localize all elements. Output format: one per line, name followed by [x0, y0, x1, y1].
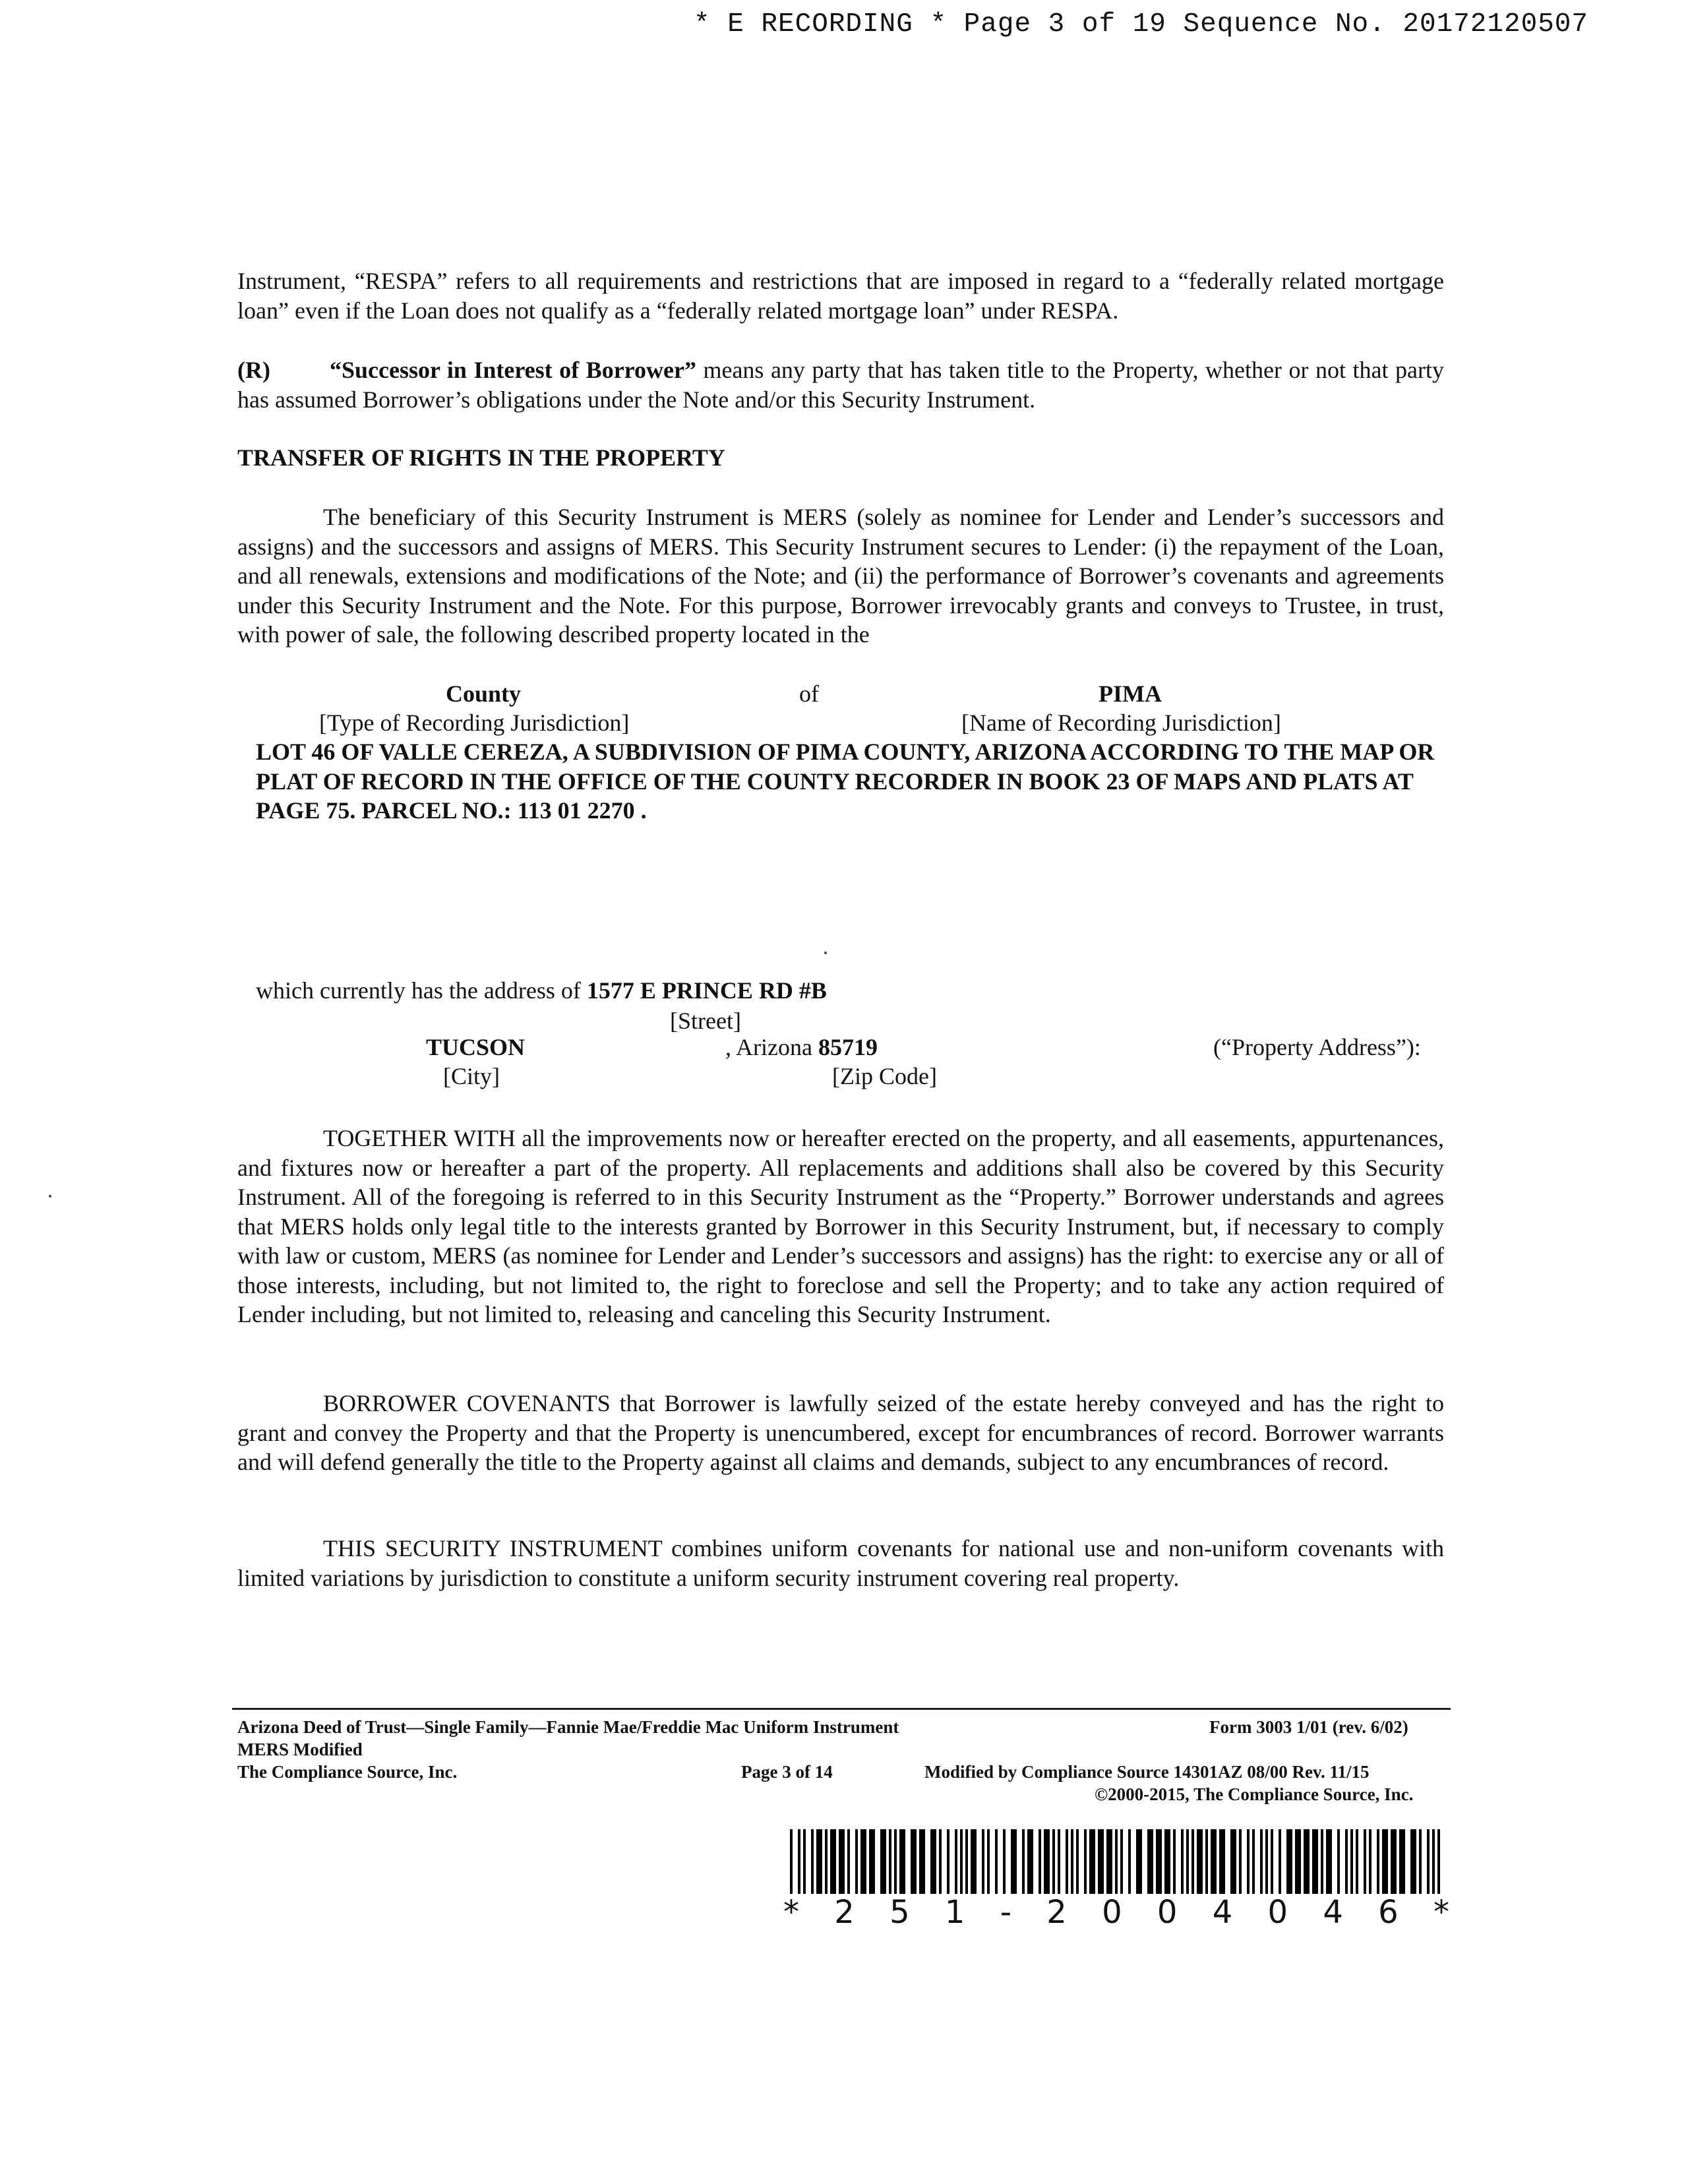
barcode-bar	[987, 1829, 990, 1894]
footer-form-title: Arizona Deed of Trust—Single Family—Fannie Mae/Freddie Mac Uniform Instrument	[237, 1717, 899, 1737]
respa-paragraph: Instrument, “RESPA” refers to all requirements and restrictions that are imposed in regard to a “federally related mortgage loan” even if the Loan does not qualify as a “federally related mortgage loan” under RESPA.	[237, 268, 1444, 324]
barcode-bar	[1147, 1829, 1153, 1894]
barcode-bar	[869, 1829, 875, 1894]
barcode-char: -	[1000, 1894, 1012, 1931]
barcode-bar	[1391, 1829, 1397, 1894]
address-intro: which currently has the address of	[256, 977, 581, 1004]
barcode-bar	[1039, 1829, 1041, 1894]
barcode-char: 6	[1378, 1894, 1399, 1931]
barcode-bar	[1304, 1829, 1310, 1894]
barcode-char: 4	[1212, 1894, 1233, 1931]
barcode-bar	[1252, 1829, 1255, 1894]
barcode-bar	[939, 1829, 942, 1894]
barcode-char: *	[783, 1894, 799, 1931]
barcode-bar	[816, 1829, 822, 1894]
barcode-bar	[790, 1829, 793, 1894]
barcode-bar	[1437, 1829, 1440, 1894]
barcode-text	[783, 1894, 1449, 1931]
jurisdiction-name: PIMA	[1099, 681, 1162, 707]
barcode-bar	[798, 1829, 800, 1894]
barcode-bar	[1312, 1829, 1318, 1894]
barcode-bar	[965, 1829, 968, 1894]
barcode-bar	[947, 1829, 950, 1894]
barcode-bar	[1027, 1829, 1033, 1894]
barcode-bar	[1419, 1829, 1422, 1894]
barcode-bar	[1173, 1829, 1176, 1894]
barcode-bar	[860, 1829, 866, 1894]
successor-term: “Successor in Interest of Borrower”	[329, 357, 696, 383]
barcode-char: 0	[1267, 1894, 1288, 1931]
barcode-char: 4	[1323, 1894, 1343, 1931]
beneficiary-paragraph: The beneficiary of this Security Instrument is MERS (solely as nominee for Lender and Lender’s successors and assigns) and the successors and assigns of MERS. This Security Instrument secures to Lender: (i) the repayment of the Loan, and all renewals, extensions and modifications of the Note; and (ii) the performance of Borrower’s covenants and agreements under this Security Instrument and the Note. For this purpose, Borrower irrevocably grants and conveys to Trustee, in trust, with power of sale, the following described property located in the	[237, 504, 1444, 648]
jurisdiction-of: of	[799, 681, 819, 707]
barcode-bar	[1156, 1829, 1162, 1894]
jurisdiction-name-caption: [Name of Recording Jurisdiction]	[961, 710, 1281, 736]
jurisdiction-type-caption: [Type of Recording Jurisdiction]	[319, 710, 630, 736]
address-line	[256, 976, 827, 1005]
barcode-bar	[1066, 1829, 1068, 1894]
barcode-bar	[1399, 1829, 1405, 1894]
barcode-char: 5	[889, 1894, 910, 1931]
barcode-bar	[1382, 1829, 1388, 1894]
margin-speck	[49, 1195, 51, 1198]
barcode-bar	[889, 1829, 891, 1894]
barcode-bar	[1356, 1829, 1358, 1894]
barcode-bar	[811, 1829, 814, 1894]
barcode-char: *	[1433, 1894, 1449, 1931]
jurisdiction-type: County	[446, 681, 522, 707]
recording-stamp: * E RECORDING * Page 3 of 19 Sequence No. 20172120507	[694, 9, 1589, 40]
barcode-bar	[830, 1829, 836, 1894]
barcode-bar	[1321, 1829, 1323, 1894]
property-address-label: (“Property Address”):	[1213, 1034, 1421, 1060]
street-caption: [Street]	[670, 1008, 741, 1034]
barcode-bar	[894, 1829, 897, 1894]
barcode-bar	[1286, 1829, 1292, 1894]
barcode-bar	[1211, 1829, 1217, 1894]
barcode-bar	[960, 1829, 963, 1894]
barcode-bar	[1106, 1829, 1112, 1894]
barcode-bar	[1044, 1829, 1050, 1894]
footer-rule	[232, 1708, 1451, 1710]
barcode-bar	[825, 1829, 828, 1894]
barcode-bar	[1364, 1829, 1366, 1894]
barcode-bar	[1098, 1829, 1104, 1894]
barcode-bar	[1084, 1829, 1087, 1894]
instrument-paragraph: THIS SECURITY INSTRUMENT combines uniform covenants for national use and non-uniform covenants with limited variations by jurisdiction to constitute a uniform security instrument covering real property.	[237, 1535, 1444, 1591]
barcode-bar	[1058, 1829, 1060, 1894]
address-state-prefix: , Arizona	[725, 1034, 812, 1060]
successor-text: means any party that has taken title to the Property, whether or not that party has assumed Borrower’s obligations under the Note and/or this Security Instrument.	[237, 357, 1444, 413]
barcode-bar	[1345, 1829, 1348, 1894]
barcode-bar	[1350, 1829, 1353, 1894]
barcode-bar	[1164, 1829, 1170, 1894]
barcode-bar	[1265, 1829, 1268, 1894]
barcode-bar	[1071, 1829, 1073, 1894]
footer-mers: MERS Modified	[237, 1740, 363, 1759]
barcode-graphic	[790, 1829, 1443, 1894]
barcode-bar	[1089, 1829, 1095, 1894]
barcode-bar	[1432, 1829, 1435, 1894]
barcode-bar	[919, 1829, 925, 1894]
barcode-bar	[1128, 1829, 1131, 1894]
barcode-char: 0	[1102, 1894, 1122, 1931]
barcode-bar	[803, 1829, 806, 1894]
barcode-bar	[971, 1829, 977, 1894]
barcode-bar	[1205, 1829, 1208, 1894]
barcode-bar	[1326, 1829, 1332, 1894]
successor-paragraph	[237, 355, 1444, 414]
barcode-bar	[955, 1829, 957, 1894]
barcode-bar	[1427, 1829, 1430, 1894]
barcode-char: 2	[834, 1894, 855, 1931]
together-paragraph: TOGETHER WITH all the improvements now or hereafter erected on the property, and all easements, appurtenances, and fixtures now or hereafter a part of the property. All replacements and additions shall also be covered by this Security Instrument. All of the foregoing is referred to in this Security Instrument as the “Property.” Borrower understands and agrees that MERS holds only legal title to the interests granted by Borrower in this Security Instrument, but, if necessary to comply with law or custom, MERS (as nominee for Lender and Lender’s successors and assigns) has the right: to exercise any or all of those interests, including, but not limited to, the right to foreclose and sell the Property; and to take any action required of Lender including, but not limited to, releasing and canceling this Security Instrument.	[237, 1125, 1444, 1327]
footer-company: The Compliance Source, Inc.	[237, 1762, 458, 1782]
barcode-bar	[855, 1829, 858, 1894]
barcode-bar	[1377, 1829, 1379, 1894]
footer-modified: Modified by Compliance Source 14301AZ 08/00 Rev. 11/15	[924, 1762, 1370, 1782]
barcode-bar	[1369, 1829, 1372, 1894]
barcode-bar	[1230, 1829, 1236, 1894]
barcode-bar	[1260, 1829, 1263, 1894]
zip-caption: [Zip Code]	[832, 1063, 937, 1089]
city-caption: [City]	[443, 1063, 500, 1089]
covenants-paragraph: BORROWER COVENANTS that Borrower is lawfully seized of the estate hereby conveyed and has the right to grant and convey the Property and that the Property is unencumbered, except for encumbrances of record. Borrower warrants and will defend generally the title to the Property against all claims and demands, subject to any encumbrances of record.	[237, 1390, 1444, 1475]
barcode-bar	[847, 1829, 850, 1894]
barcode-bar	[1076, 1829, 1079, 1894]
barcode-bar	[1136, 1829, 1142, 1894]
address-zip: 85719	[818, 1034, 878, 1060]
barcode-bar	[1410, 1829, 1416, 1894]
barcode-char: 0	[1157, 1894, 1178, 1931]
barcode-bar	[1186, 1829, 1189, 1894]
footer-form-number: Form 3003 1/01 (rev. 6/02)	[1209, 1717, 1408, 1737]
scan-speck	[824, 952, 827, 954]
barcode-bar	[1197, 1829, 1203, 1894]
barcode-bar	[839, 1829, 845, 1894]
barcode-bar	[1052, 1829, 1055, 1894]
barcode-bar	[880, 1829, 886, 1894]
barcode-bar	[1003, 1829, 1006, 1894]
legal-description: LOT 46 OF VALLE CEREZA, A SUBDIVISION OF PIMA COUNTY, ARIZONA ACCORDING TO THE MAP OR PLAT OF RECORD IN THE OFFICE OF THE COUNTY RECORDER IN BOOK 23 OF MAPS AND PLATS AT PAGE 75. PARCEL NO.: 113 01 2270 .	[256, 739, 1435, 824]
barcode-bar	[930, 1829, 936, 1894]
barcode-bar	[1181, 1829, 1184, 1894]
barcode-bar	[995, 1829, 998, 1894]
barcode-bar	[1295, 1829, 1301, 1894]
footer-copyright: ©2000-2015, The Compliance Source, Inc.	[1095, 1784, 1414, 1804]
barcode-bar	[1337, 1829, 1340, 1894]
barcode-bar	[1191, 1829, 1194, 1894]
footer-page: Page 3 of 14	[741, 1762, 833, 1782]
successor-label: (R)	[237, 357, 270, 383]
barcode-char: 2	[1046, 1894, 1067, 1931]
barcode-bar	[1011, 1829, 1017, 1894]
barcode-char: 1	[944, 1894, 965, 1931]
barcode-bar	[1271, 1829, 1273, 1894]
address-city: TUCSON	[426, 1034, 526, 1060]
barcode-bar	[1247, 1829, 1250, 1894]
barcode-bar	[911, 1829, 917, 1894]
address-street: 1577 E PRINCE RD #B	[586, 977, 827, 1004]
barcode-bar	[1120, 1829, 1123, 1894]
barcode-bar	[1022, 1829, 1025, 1894]
address-state	[725, 1033, 878, 1062]
barcode-bar	[1239, 1829, 1242, 1894]
barcode-bar	[982, 1829, 984, 1894]
section-heading: TRANSFER OF RIGHTS IN THE PROPERTY	[237, 444, 725, 471]
barcode-bar	[899, 1829, 905, 1894]
barcode-bar	[1115, 1829, 1118, 1894]
barcode-bar	[1219, 1829, 1225, 1894]
barcode-bar	[1279, 1829, 1281, 1894]
